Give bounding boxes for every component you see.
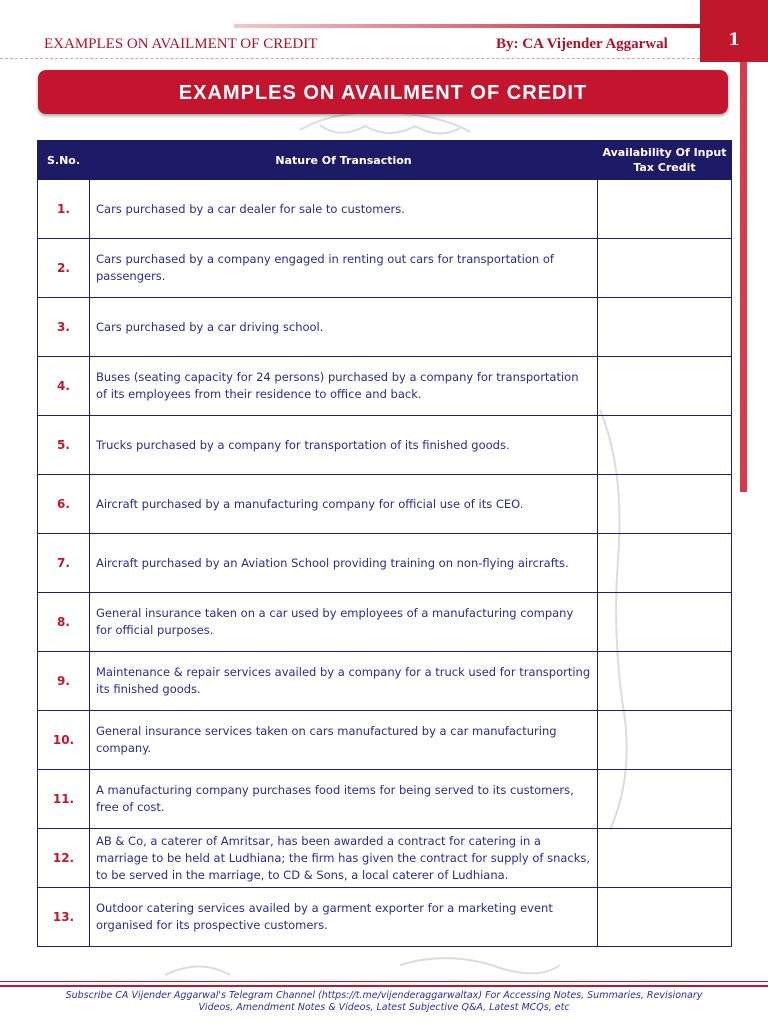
table-row (38, 593, 732, 652)
row-availability-cell[interactable] (598, 416, 732, 475)
row-sno: 9. (38, 652, 90, 711)
banner-title: EXAMPLES ON AVAILMENT OF CREDIT (178, 82, 588, 104)
page-number: 1 (728, 30, 740, 50)
table-row (38, 357, 732, 416)
row-availability-cell[interactable] (598, 711, 732, 770)
row-description: Maintenance & repair services availed by a company for a truck used for transporting its finished goods. (90, 652, 598, 711)
table-header-row (38, 141, 732, 180)
footer-note: Subscribe CA Vijender Aggarwal's Telegram Channel (https://t.me/vijenderaggarwaltax) For Accessing Notes, Summaries, Revisionary Videos, Amendment Notes & Videos, Latest Subjective Q&A, Latest MCQs, etc (65, 990, 703, 1013)
row-availability-cell[interactable] (598, 357, 732, 416)
row-availability-cell[interactable] (598, 534, 732, 593)
table-row (38, 770, 732, 829)
row-description: Cars purchased by a car dealer for sale to customers. (90, 180, 598, 239)
column-header-availability: Availability Of Input Tax Credit (598, 141, 732, 180)
row-description: General insurance taken on a car used by employees of a manufacturing company for official purposes. (90, 593, 598, 652)
row-description: Aircraft purchased by an Aviation School providing training on non-flying aircrafts. (90, 534, 598, 593)
row-description: Trucks purchased by a company for transportation of its finished goods. (90, 416, 598, 475)
table-row (38, 416, 732, 475)
table-row (38, 829, 732, 888)
row-sno: 8. (38, 593, 90, 652)
row-description: Cars purchased by a car driving school. (90, 298, 598, 357)
column-header-nature: Nature Of Transaction (90, 141, 598, 180)
column-header-sno: S.No. (38, 141, 90, 180)
table-row (38, 239, 732, 298)
table-row (38, 534, 732, 593)
row-sno: 5. (38, 416, 90, 475)
side-accent-bar (740, 62, 747, 492)
row-sno: 11. (38, 770, 90, 829)
row-availability-cell[interactable] (598, 298, 732, 357)
running-header-title: EXAMPLES ON AVAILMENT OF CREDIT (44, 36, 318, 52)
row-description: General insurance services taken on cars manufactured by a car manufacturing company. (90, 711, 598, 770)
title-banner (38, 70, 728, 114)
row-availability-cell[interactable] (598, 239, 732, 298)
row-availability-cell[interactable] (598, 888, 732, 947)
running-header-author: By: CA Vijender Aggarwal (496, 36, 668, 52)
footer-divider-thin (0, 981, 768, 982)
table-row (38, 180, 732, 239)
row-description: Aircraft purchased by a manufacturing company for official use of its CEO. (90, 475, 598, 534)
table-row (38, 475, 732, 534)
table-row (38, 298, 732, 357)
table-row (38, 711, 732, 770)
row-availability-cell[interactable] (598, 475, 732, 534)
transactions-table (37, 140, 732, 947)
table-row (38, 888, 732, 947)
row-description: AB & Co, a caterer of Amritsar, has been awarded a contract for catering in a marriage to be held at Ludhiana; the firm has given the contract for supply of snacks, to be served in the marriage, to CD & Sons, a local caterer of Ludhiana. (90, 829, 598, 888)
row-availability-cell[interactable] (598, 829, 732, 888)
row-description: Cars purchased by a company engaged in renting out cars for transportation of passengers. (90, 239, 598, 298)
row-sno: 2. (38, 239, 90, 298)
row-sno: 12. (38, 829, 90, 888)
row-sno: 6. (38, 475, 90, 534)
table-row (38, 652, 732, 711)
row-sno: 7. (38, 534, 90, 593)
row-availability-cell[interactable] (598, 652, 732, 711)
row-availability-cell[interactable] (598, 180, 732, 239)
row-availability-cell[interactable] (598, 770, 732, 829)
footer-divider-thick (0, 985, 768, 987)
row-sno: 3. (38, 298, 90, 357)
row-sno: 10. (38, 711, 90, 770)
row-sno: 1. (38, 180, 90, 239)
header-dashed-divider (0, 58, 700, 59)
row-description: Buses (seating capacity for 24 persons) purchased by a company for transportation of its employees from their residence to office and back. (90, 357, 598, 416)
row-sno: 13. (38, 888, 90, 947)
header-accent-bar (234, 24, 700, 28)
row-description: A manufacturing company purchases food items for being served to its customers, free of cost. (90, 770, 598, 829)
row-sno: 4. (38, 357, 90, 416)
row-description: Outdoor catering services availed by a garment exporter for a marketing event organised for its prospective customers. (90, 888, 598, 947)
row-availability-cell[interactable] (598, 593, 732, 652)
page-number-box (700, 0, 768, 62)
